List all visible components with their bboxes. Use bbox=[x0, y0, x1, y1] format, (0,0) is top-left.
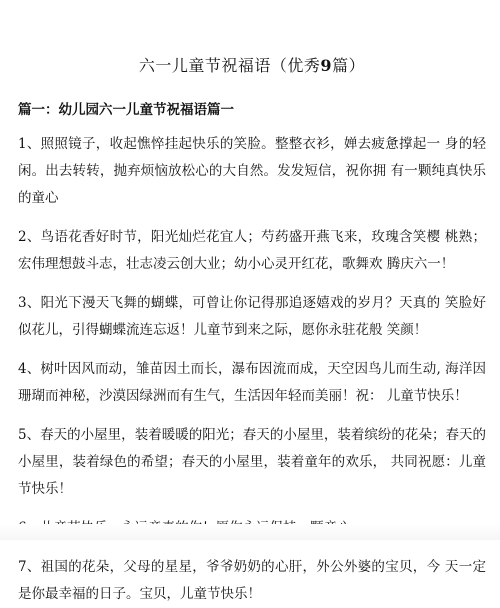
paragraph-1: 1、照照镜子，收起憔悴挂起快乐的笑脸。整整衣衫，婵去疲惫撑起一 身的轻闲。出去转转，抛弃烦恼放松心的大自然。发发短信，祝你拥 有一颗纯真快乐的童心 bbox=[18, 136, 486, 206]
paragraph-7: 7、祖国的花朵，父母的星星，爷爷奶奶的心肝，外公外婆的宝贝，今 天一定是你最幸福的日子。宝贝，儿童节快乐！ bbox=[18, 559, 486, 602]
page-bottom-edge bbox=[0, 524, 500, 540]
document-title bbox=[18, 54, 486, 78]
paragraph-3: 3、阳光下漫天飞舞的蝴蝶，可曾让你记得那追逐嬉戏的岁月？天真的 笑脸好似花儿，引得蝴蝶流连忘返！儿童节到来之际，愿你永驻花般 笑颜！ bbox=[18, 295, 486, 338]
section-heading: 篇一：幼儿园六一儿童节祝福语篇一 bbox=[18, 102, 234, 118]
paragraph-2: 2、鸟语花香好时节，阳光灿烂花宜人；芍药盛开燕飞来，玫瑰含笑樱 桃熟；宏伟理想鼓斗志，壮志凌云创大业；幼小心灵开红花，歌舞欢 腾庆六一！ bbox=[18, 229, 486, 272]
paragraph-5: 5、春天的小屋里，装着暖暖的阳光；春天的小屋里，装着缤纷的花朵；春天的小屋里，装着绿色的希望；春天的小屋里，装着童年的欢乐， 共同祝愿：儿童节快乐！ bbox=[18, 427, 486, 497]
title-number: 9 bbox=[320, 56, 333, 75]
paragraph-4: 4、树叶因风而动，雏苗因土而长，瀑布因流而成，天空因鸟儿而生动, 海洋因珊瑚而神秘，沙漠因绿洲而有生气，生活因年轻而美丽！祝： 儿童节快乐！ bbox=[18, 361, 486, 404]
title-suffix: 篇） bbox=[332, 56, 366, 75]
title-prefix: 六一儿童节祝福语（优秀 bbox=[138, 56, 321, 75]
